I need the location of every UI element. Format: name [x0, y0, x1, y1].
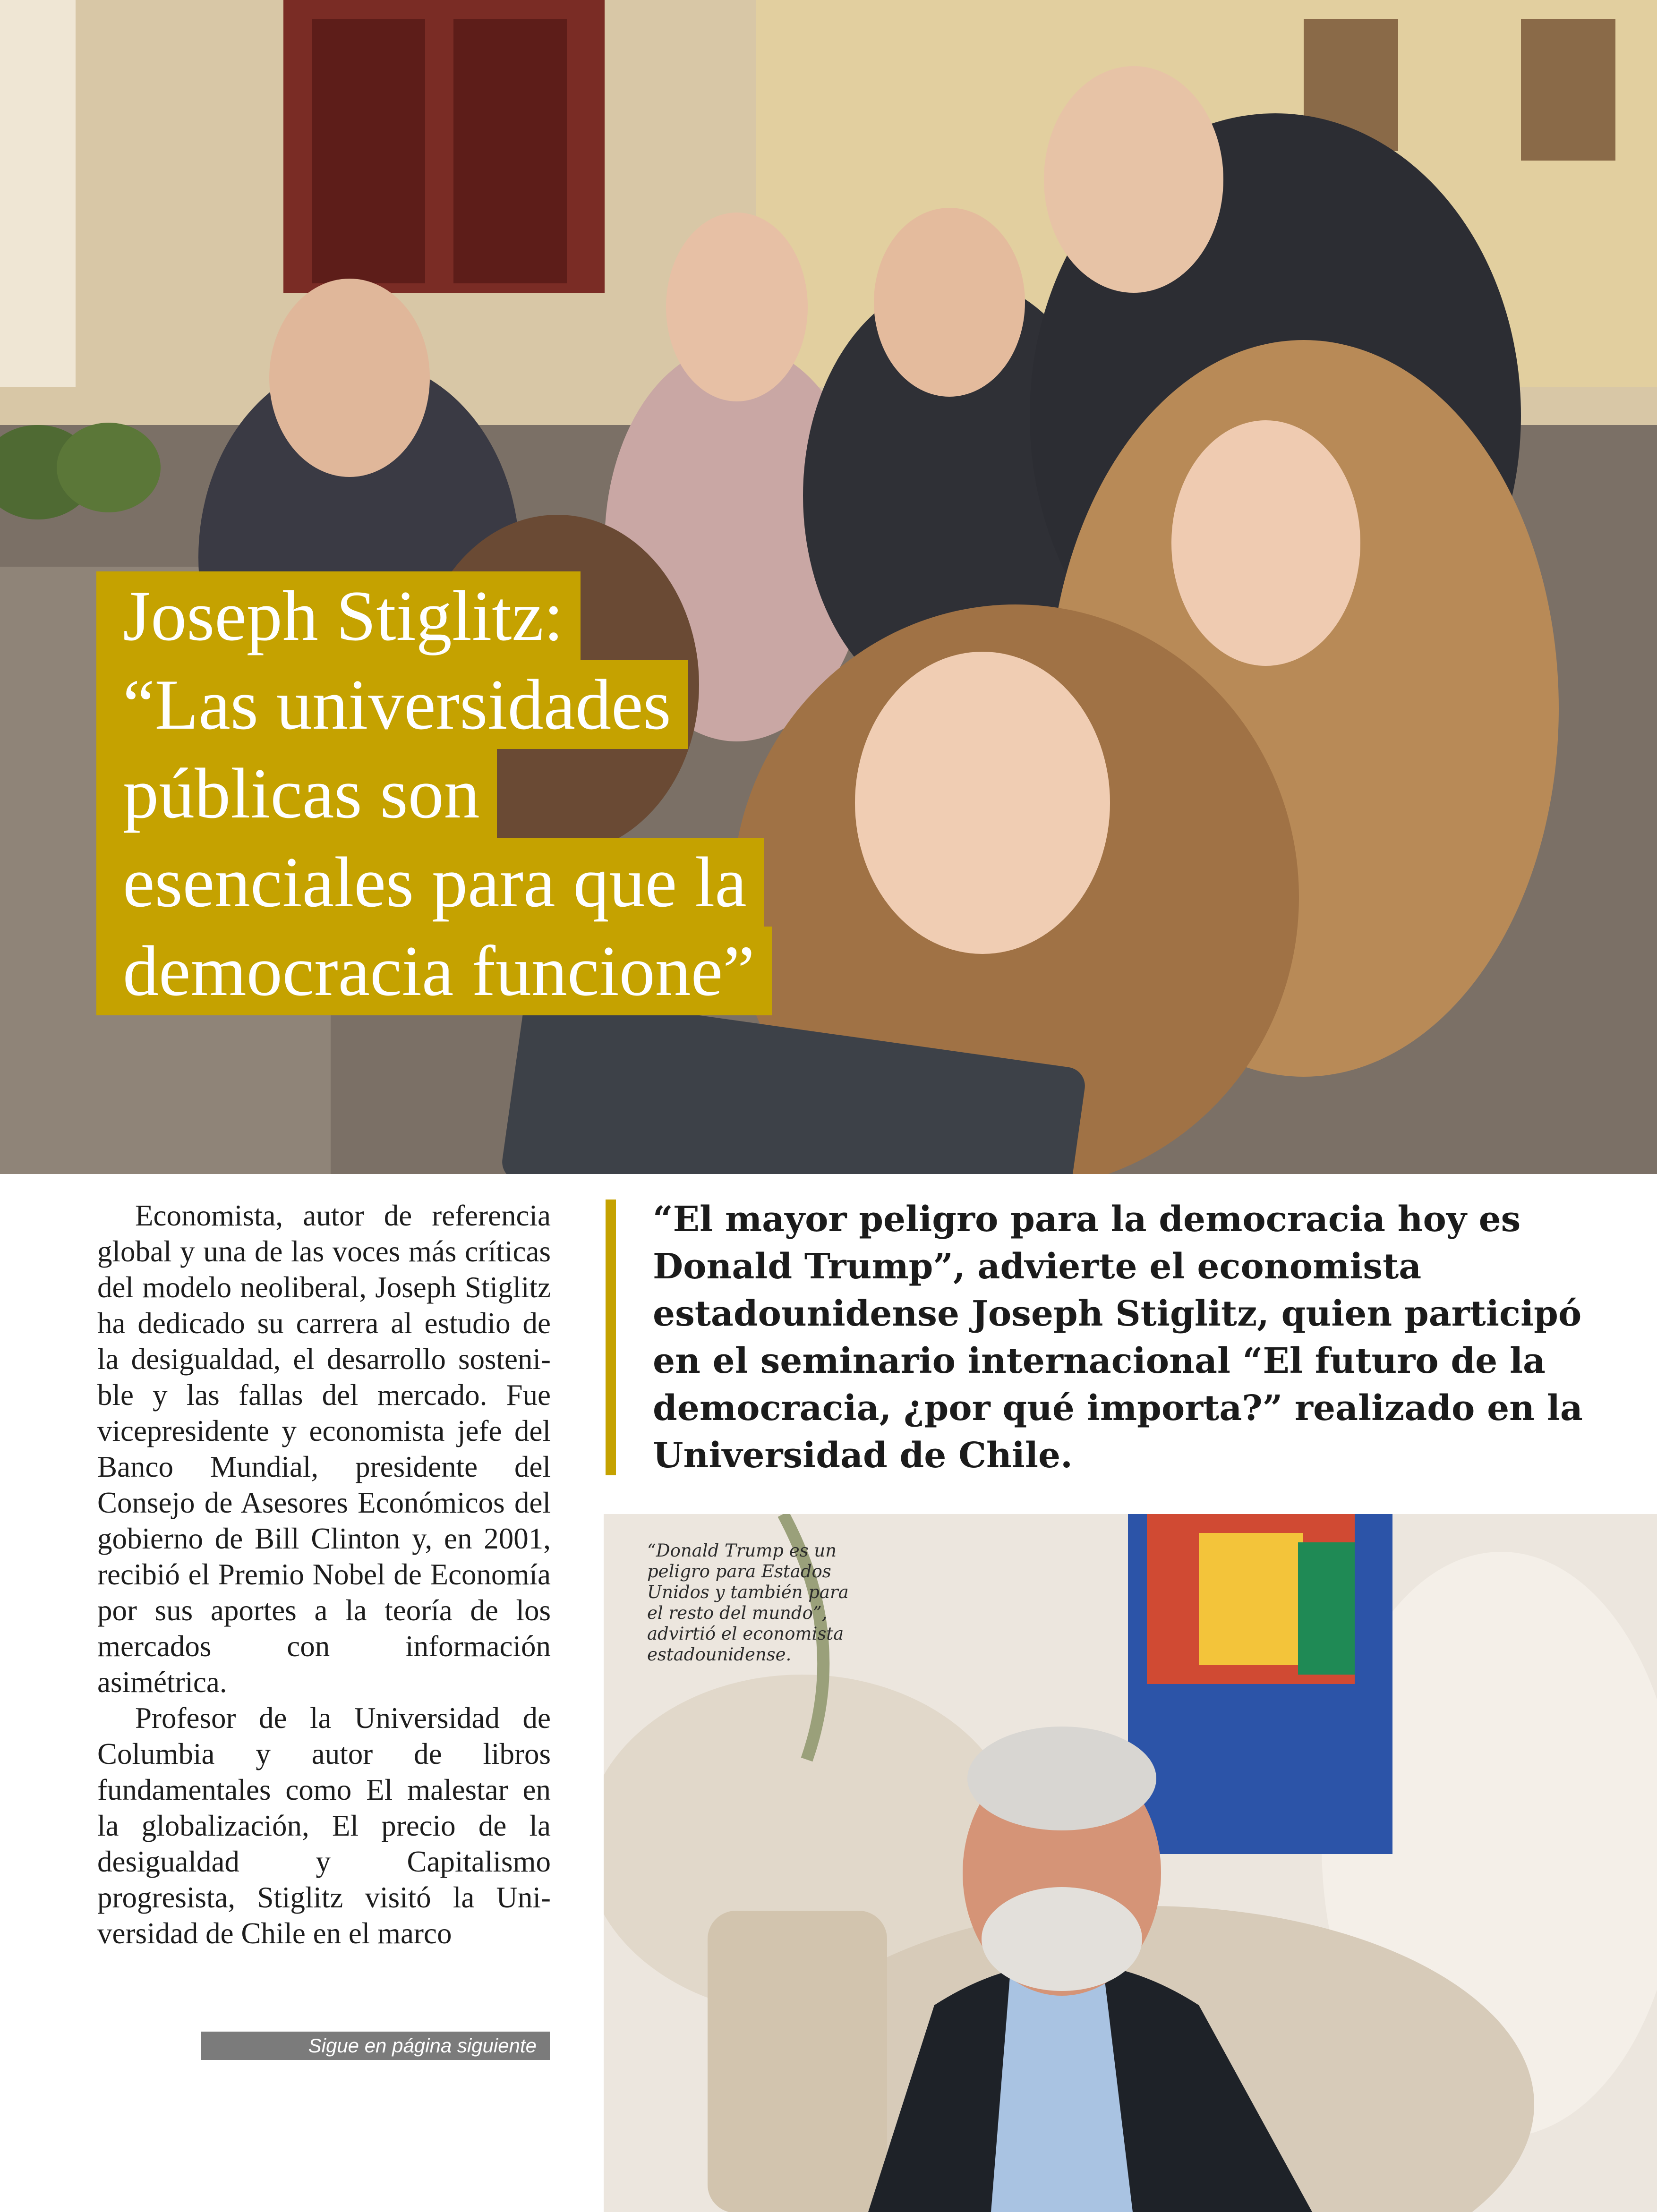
article-title-line-3: públicas son: [96, 749, 497, 838]
continue-on-next-page-label: Sigue en página siguiente: [201, 2032, 550, 2060]
body-column: [97, 1198, 551, 1951]
body-paragraph-1: Economista, autor de referencia global y una de las voces más críticas del modelo neoliberal, Joseph Stiglitz ha dedicado su carrera al estudio de la desigualdad, el desarrollo sostenible y las fallas del mercado. Fue vicepresidente y economista jefe del Banco Mundial, presidente del Consejo de Asesores Económicos del gobierno de Bill Clinton y, en 2001, recibió el Premio Nobel de Economía por sus aportes a la teoría de los mercados con información asimétrica.: [97, 1199, 551, 1699]
lead-paragraph: “El mayor peligro para la democracia hoy es Donald Trump”, advierte el economista estadounidense Joseph Stiglitz, quien participó en el seminario internacional “El futuro de la democracia, ¿por qué importa?” realizado en la Universidad de Chile.: [653, 1199, 1583, 1476]
lead-accent-bar: [606, 1200, 616, 1475]
article-title-line-2: “Las universidades: [96, 660, 688, 749]
article-title-line-1: Joseph Stiglitz:: [96, 571, 581, 660]
article-title-line-4: esenciales para que la: [96, 838, 764, 927]
photo-caption: “Donald Trump es un peligro para Estados Unidos y también para el resto del mundo”, advirtió el economista estadounidense.: [647, 1540, 849, 1665]
body-paragraph-2: Profesor de la Universidad de Columbia y autor de libros fundamentales como El malestar en la globalización, El precio de la desigualdad y Capitalismo progresista, Stiglitz visitó la Universidad de Chile en el marco: [97, 1702, 551, 1950]
article-title-line-5: democracia funcione”: [96, 927, 772, 1015]
